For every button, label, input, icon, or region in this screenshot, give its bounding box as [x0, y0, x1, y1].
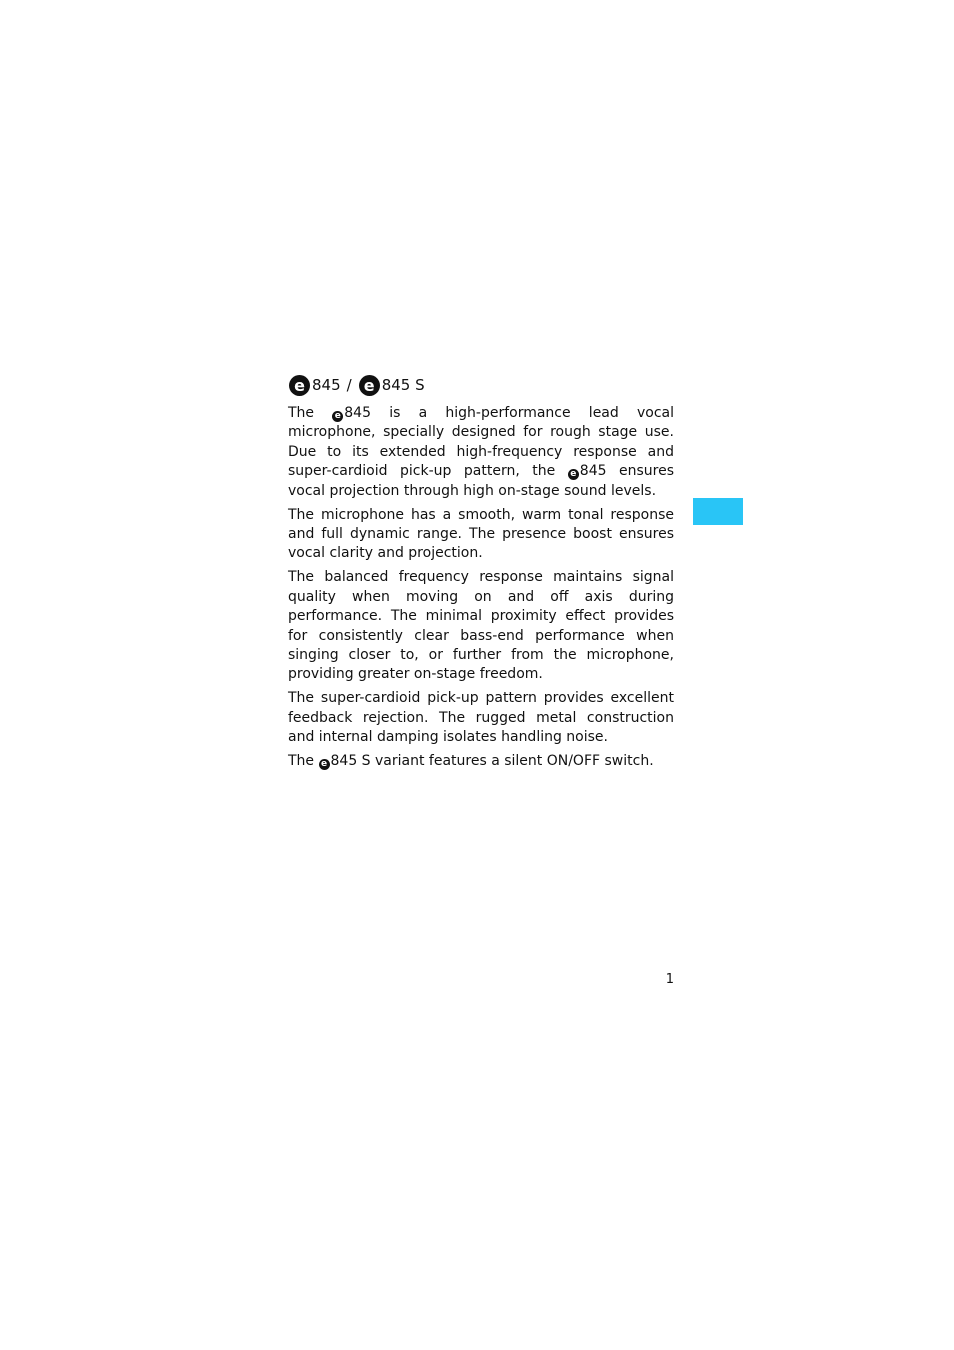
paragraph-intro-lead: The [288, 405, 315, 421]
e-logo-icon: e [332, 411, 343, 422]
paragraph-variant [288, 752, 674, 771]
title-model-b: 845 S [381, 376, 425, 394]
main-content [288, 372, 674, 776]
e-logo-icon: e [568, 469, 579, 480]
paragraph-variant-rest: 845 S variant features a silent ON/OFF switch. [330, 753, 654, 770]
paragraph-intro-part2: 845 ensures vocal projection through high on-stage sound levels. [288, 463, 675, 499]
page-title [288, 372, 674, 398]
e-logo-icon: e [359, 375, 380, 396]
paragraph-frequency-response: The balanced frequency response maintains signal quality when moving on and off axis during performance. The minimal proximity effect provides for consistently clear bass-end performance when singing closer to, or further from the microphone, providing greater on-stage freedom. [288, 569, 674, 683]
title-model-a: 845 [312, 376, 341, 394]
language-tab-marker [693, 498, 743, 525]
paragraph-tonal-response: The microphone has a smooth, warm tonal response and full dynamic range. The presence boost ensures vocal clarity and projection. [288, 506, 674, 562]
title-separator: / [346, 376, 352, 394]
paragraph-variant-lead: The [288, 753, 315, 770]
e-logo-icon: e [319, 759, 330, 770]
paragraph-intro-part1: 845 is a high-performance lead vocal microphone, specially designed for rough stage use. Due to its extended high-frequency response and super-cardioid pick-up pattern, the [288, 405, 674, 480]
page-number: 1 [665, 972, 674, 987]
paragraph-intro [288, 404, 674, 501]
e-logo-icon: e [289, 375, 310, 396]
paragraph-feedback-rejection: The super-cardioid pick-up pattern provides excellent feedback rejection. The rugged metal construction and internal damping isolates handling noise. [288, 690, 674, 746]
